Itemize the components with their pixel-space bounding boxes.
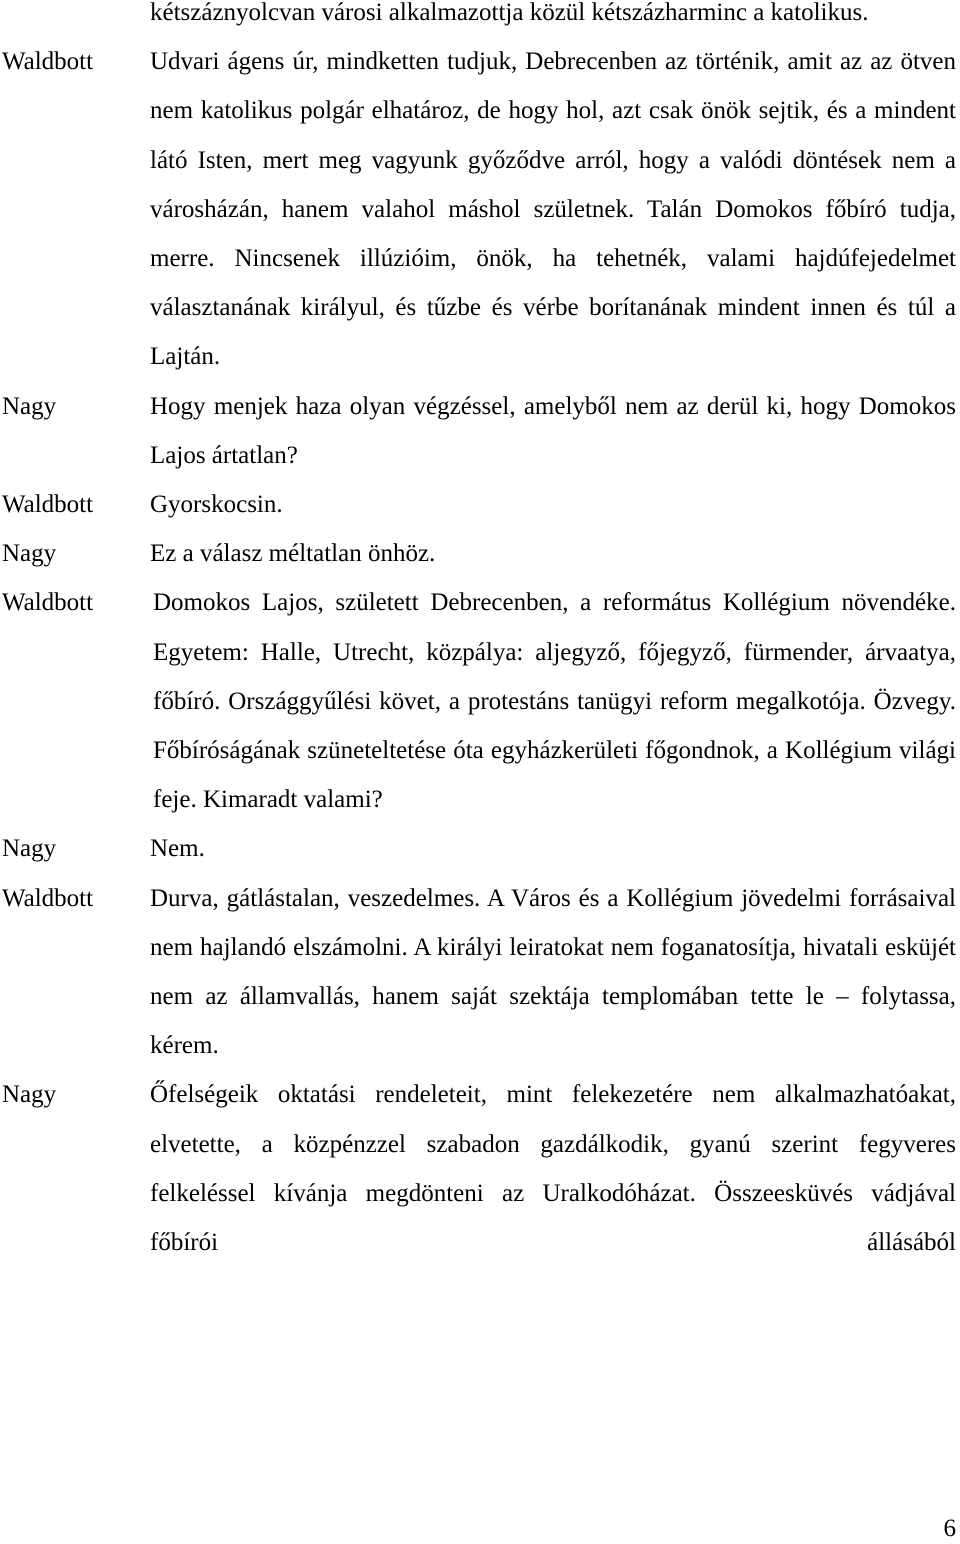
speaker-name: Nagy [2,1081,57,1109]
dialogue-block [0,578,960,824]
dialogue-text: Gyorskocsin. [150,491,283,519]
speaker-name: Nagy [2,540,57,568]
dialogue-text: Domokos Lajos, született Debrecenben, a református Kollégium növendéke. Egyetem: Halle, Utrecht, közpálya: aljegyző, főjegyző, fürmender, árvaatya, főbíró. Országgyűlési követ, a protestáns tanügyi reform megalkotója. Özvegy. Főbíróságának szüneteltetése óta egyházkerületi főgondnok, a Kollégium világi feje. Kimaradt valami? [153,589,956,814]
speaker-name: Waldbott [2,589,94,617]
dialogue-text: Durva, gátlástalan, veszedelmes. A Város és a Kollégium jövedelmi forrásaival nem hajlandó elszámolni. A királyi leiratokat nem foganatosítja, hivatali esküjét nem az államvallás, hanem saját szektája templomában tette le – folytassa, kérem. [150,884,956,1060]
dialogue-text: Udvari ágens úr, mindketten tudjuk, Debrecenben az történik, amit az az ötven nem katolikus polgár elhatároz, de hogy hol, azt csak önök sejtik, és a mindent látó Isten, mert meg vagyunk győződve arról, hogy a valódi döntések nem a városházán, hanem valahol máshol születnek. Talán Domokos főbíró tudja, merre. Nincsenek illúzióim, önök, ha tehetnék, valami hajdúfejedelmet választanának királyul, és tűzbe és vérbe borítanának mindent innen és túl a Lajtán. [150,48,956,371]
dialogue-block [0,824,960,873]
dialogue-block [0,37,960,381]
dialogue-text: kétszáznyolcvan városi alkalmazottja közül kétszázharminc a katolikus. [150,0,869,26]
speaker-name: Nagy [2,835,57,863]
dialogue-text: Nem. [150,835,205,863]
dialogue-text: Ez a válasz méltatlan önhöz. [150,540,436,568]
dialogue-text: Őfelségeik oktatási rendeleteit, mint felekezetére nem alkalmazhatóakat, elvetette, a közpénzzel szabadon gazdálkodik, gyanú szerint fegyveres felkeléssel kívánja megdönteni az Uralkodóházat. Összeesküvés vádjával főbírói állásából [150,1081,956,1257]
speaker-name: Waldbott [2,491,94,519]
dialogue-block [0,382,960,480]
speaker-name: Nagy [2,392,57,420]
speaker-name: Waldbott [2,884,94,912]
dialogue-block [0,0,960,37]
speaker-name: Waldbott [2,48,94,76]
dialogue-text: Hogy menjek haza olyan végzéssel, amelyből nem az derül ki, hogy Domokos Lajos ártatlan? [150,392,956,469]
dialogue-block [0,529,960,578]
dialogue-block [0,480,960,529]
page-number: 6 [943,1515,956,1542]
dialogue-block [0,874,960,1071]
dialogue-block [0,1070,960,1267]
